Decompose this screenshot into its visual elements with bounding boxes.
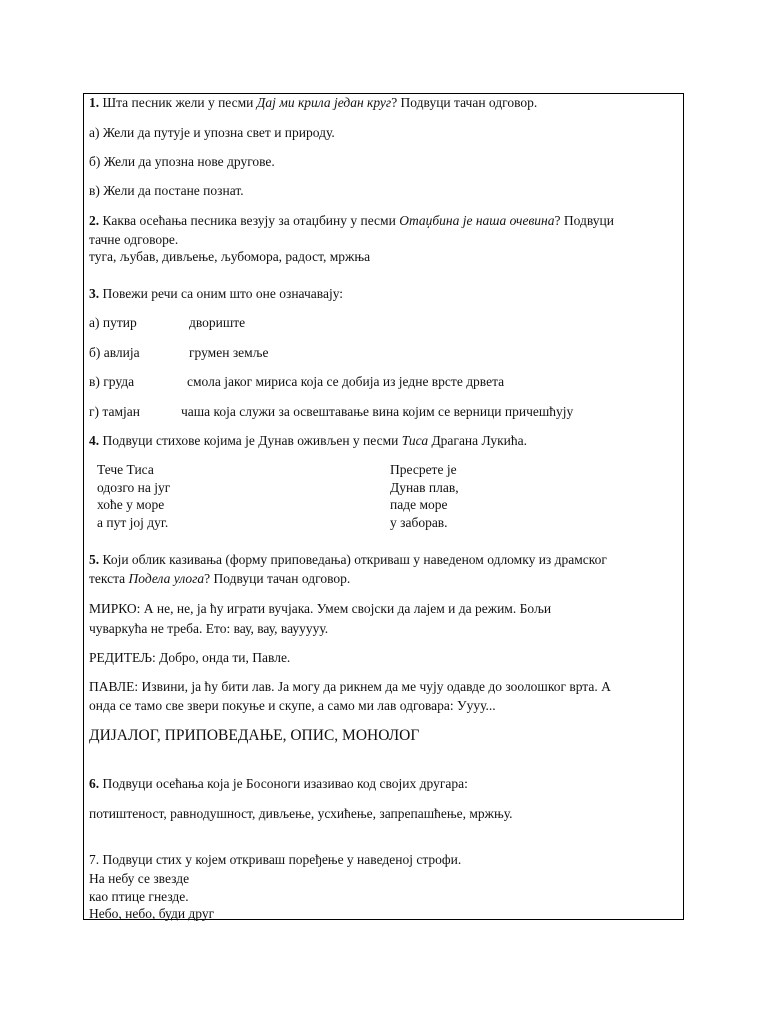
question-2: 2. Каква осећања песника везују за отаџбину у песми Отаџбина је наша очевина? Подвуци [89,213,614,228]
q3-term-d: г) тамјан [89,404,140,419]
q3-meaning-d: чаша која служи за освештавање вина којим се верници причешћују [181,404,574,419]
question-2-line2: тачне одговоре. [89,232,179,247]
question-7: 7. Подвуци стих у којем откриваш поређење у наведеној строфи. [89,852,462,867]
q7-verse-3: Небо, небо, буди друг [89,906,215,921]
q3-term-c: в) груда [89,374,135,389]
q4-stanza-left [97,461,170,531]
q1-option-a: а) Жели да путује и упозна свет и природу. [89,125,335,140]
question-3: 3. Повежи речи са оним што оне означавају: [89,286,344,301]
verse: у заборав. [390,514,448,530]
question-5: 5. Који облик казивања (форму приповедања) откриваш у наведеном одломку из драмског [89,552,607,567]
verse: а пут јој дуг. [97,514,169,530]
verse: паде море [390,497,448,512]
q5-reditelj: РЕДИТЕЉ: Добро, онда ти, Павле. [89,650,291,665]
q5-pavle-line1: ПАВЛЕ: Извини, ја ћу бити лав. Ја могу да рикнем да ме чују одавде до зоолошког врта. А [89,679,611,694]
q3-term-a: а) путир [89,315,137,330]
verse: одозго на југ [97,479,171,495]
verse: Пресрете је [390,462,457,477]
q3-meaning-b: грумен земље [189,345,269,360]
q1-option-c: в) Жели да постане познат. [89,183,244,198]
q7-verse-2: као птице гнезде. [89,889,189,904]
q7-verse-1: На небу се звезде [89,871,190,886]
q5-mirko-line2: чуваркућа не треба. Ето: вау, вау, ваууууу. [89,621,329,636]
q3-meaning-a: двориште [189,315,246,330]
q1-option-b: б) Жели да упозна нове другове. [89,154,275,169]
q3-meaning-c: смола јаког мириса која се добија из једне врсте дрвета [187,374,505,389]
question-6: 6. Подвуци осећања која је Босоноги изазивао код својих другара: [89,776,468,791]
q3-term-b: б) авлија [89,345,140,360]
q5-options: ДИЈАЛОГ, ПРИПОВЕДАЊЕ, ОПИС, МОНОЛОГ [89,727,420,744]
q5-mirko-line1: МИРКО: А не, не, ја ћу играти вучјака. Умем својски да лајем и да режим. Бољи [89,601,552,616]
question-1: 1. Шта песник жели у песми Дај ми крила један круг? Подвуци тачан одговор. [89,95,538,110]
q6-answers: потиштеност, равнодушност, дивљење, усхићење, запрепашћење, мржњу. [89,806,513,821]
q5-pavle-line2: онда се тамо све звери покуње и скупе, а само ми лав одговара: Уууу... [89,698,496,713]
verse: Дунав плав, [390,479,459,495]
verse: хоће у море [97,497,165,512]
q4-stanza-right [390,461,459,531]
question-5-line2: текста Подела улога? Подвуци тачан одговор. [89,571,351,586]
verse: Тече Тиса [97,462,154,477]
question-4: 4. Подвуци стихове којима је Дунав оживљен у песми Тиса Драгана Лукића. [89,433,527,448]
q2-answers: туга, љубав, дивљење, љубомора, радост, мржња [89,249,371,264]
